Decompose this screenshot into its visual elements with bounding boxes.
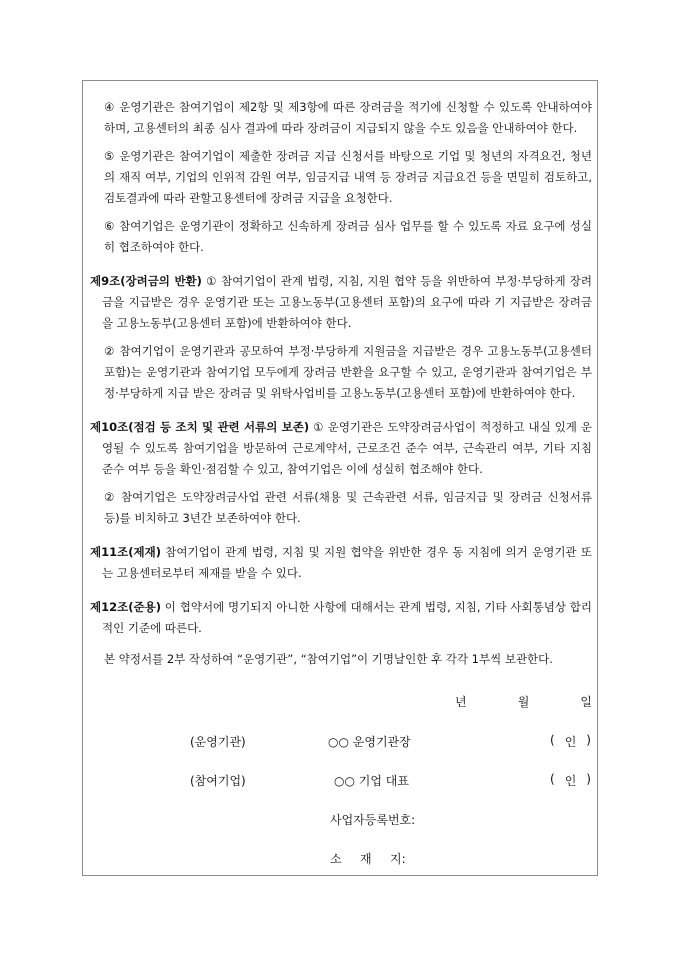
seal-open: ( — [550, 733, 555, 747]
date-line — [455, 693, 592, 710]
seal-close: ) — [586, 772, 591, 786]
document-body — [90, 97, 592, 677]
article-11-title: 제11조(제재) — [90, 545, 161, 559]
company-name: ○○ 기업 대표 — [334, 774, 409, 788]
clause-4: ④ 운영기관은 참여기업이 제2항 및 제3항에 따른 장려금을 적기에 신청할 수 있도록 안내하여야 하며, 고용센터의 최종 심사 결과에 따라 장려금이 지급되지 않을 수도 있음을 안내하여야 한다. — [104, 100, 592, 135]
clause-5: ⑤ 운영기관은 참여기업이 제출한 장려금 지급 신청서를 바탕으로 기업 및 청년의 자격요건, 청년의 재직 여부, 기업의 인위적 감원 여부, 임금지급 내역 등 장려금 지급요건 등을 면밀히 검토하고, 검토결과에 따라 관할고용센터에 장려금 지급을 요청한다. — [104, 149, 592, 205]
seal-open: ( — [550, 772, 555, 786]
article-12 — [90, 597, 592, 639]
article-12-text: 이 협약서에 명기되지 아니한 사항에 대해서는 관계 법령, 지침, 기타 사회통념상 합리적인 기준에 따른다. — [102, 600, 592, 635]
date-day: 일 — [580, 695, 592, 709]
article-9-clause-1: ① 참여기업이 관계 법령, 지침, 지원 협약 등을 위반하여 부정·부당하게 장려금을 지급받은 경우 운영기관 또는 고용노동부(고용센터 포함)의 요구에 따라 기 지급받은 장려금을 고용노동부(고용센터 포함)에 반환하여야 한다. — [102, 274, 593, 330]
operator-seal — [550, 733, 591, 750]
article-10-title: 제10조(점검 등 조치 및 관련 서류의 보존) — [90, 420, 310, 434]
address-line — [330, 850, 406, 867]
article-9 — [90, 271, 592, 334]
article-9-clause-2: ② 참여기업이 운영기관과 공모하여 부정·부당하게 지원금을 지급받은 경우 고용노동부(고용센터 포함)는 운영기관과 참여기업 모두에게 장려금 반환을 요구할 수 있고, 운영기관과 참여기업은 부정·부당하게 지급 받은 장려금 및 위탁사업비를 고용노동부(고용센터 포함)에 반환하여야 한다. — [104, 344, 592, 400]
operator-name: ○○ 운영기관장 — [328, 735, 411, 749]
business-registration-number: 사업자등록번호: — [330, 813, 416, 827]
address-char-1: 소 — [330, 852, 342, 866]
company-seal — [550, 772, 591, 789]
address-char-2: 재 — [360, 852, 372, 866]
company-label: (참여기업) — [190, 774, 246, 788]
operator-label: (운영기관) — [190, 735, 246, 749]
seal-text: 인 — [564, 735, 577, 749]
date-year: 년 — [455, 695, 467, 709]
article-11-text: 참여기업이 관계 법령, 지침 및 지원 협약을 위반한 경우 동 지침에 의거 운영기관 또는 고용센터로부터 제재를 받을 수 있다. — [102, 545, 592, 580]
article-10 — [90, 417, 592, 480]
clause-6: ⑥ 참여기업은 운영기관이 정확하고 신속하게 장려금 심사 업무를 할 수 있도록 자료 요구에 성실히 협조하여야 한다. — [104, 219, 592, 254]
article-12-title: 제12조(준용) — [90, 600, 161, 614]
closing-statement: 본 약정서를 2부 작성하여 “운영기관”, “참여기업”이 기명날인한 후 각각 1부씩 보관한다. — [104, 652, 553, 666]
date-month: 월 — [517, 695, 530, 709]
address-char-3: 지: — [390, 852, 406, 866]
seal-close: ) — [586, 733, 591, 747]
article-9-title: 제9조(장려금의 반환) — [90, 274, 202, 288]
seal-text: 인 — [564, 774, 577, 788]
article-11 — [90, 542, 592, 584]
article-10-clause-1: ① 운영기관은 도약장려금사업이 적정하고 내실 있게 운영될 수 있도록 참여기업을 방문하여 근로계약서, 근로조건 준수 여부, 근속관리 여부, 기타 지침 준수 여부 등을 확인·점검할 수 있고, 참여기업은 이에 성실히 협조해야 한다. — [102, 420, 593, 476]
article-10-clause-2: ② 참여기업은 도약장려금사업 관련 서류(채용 및 근속관련 서류, 임금지급 및 장려금 신청서류 등)를 비치하고 3년간 보존하여야 한다. — [104, 490, 592, 525]
